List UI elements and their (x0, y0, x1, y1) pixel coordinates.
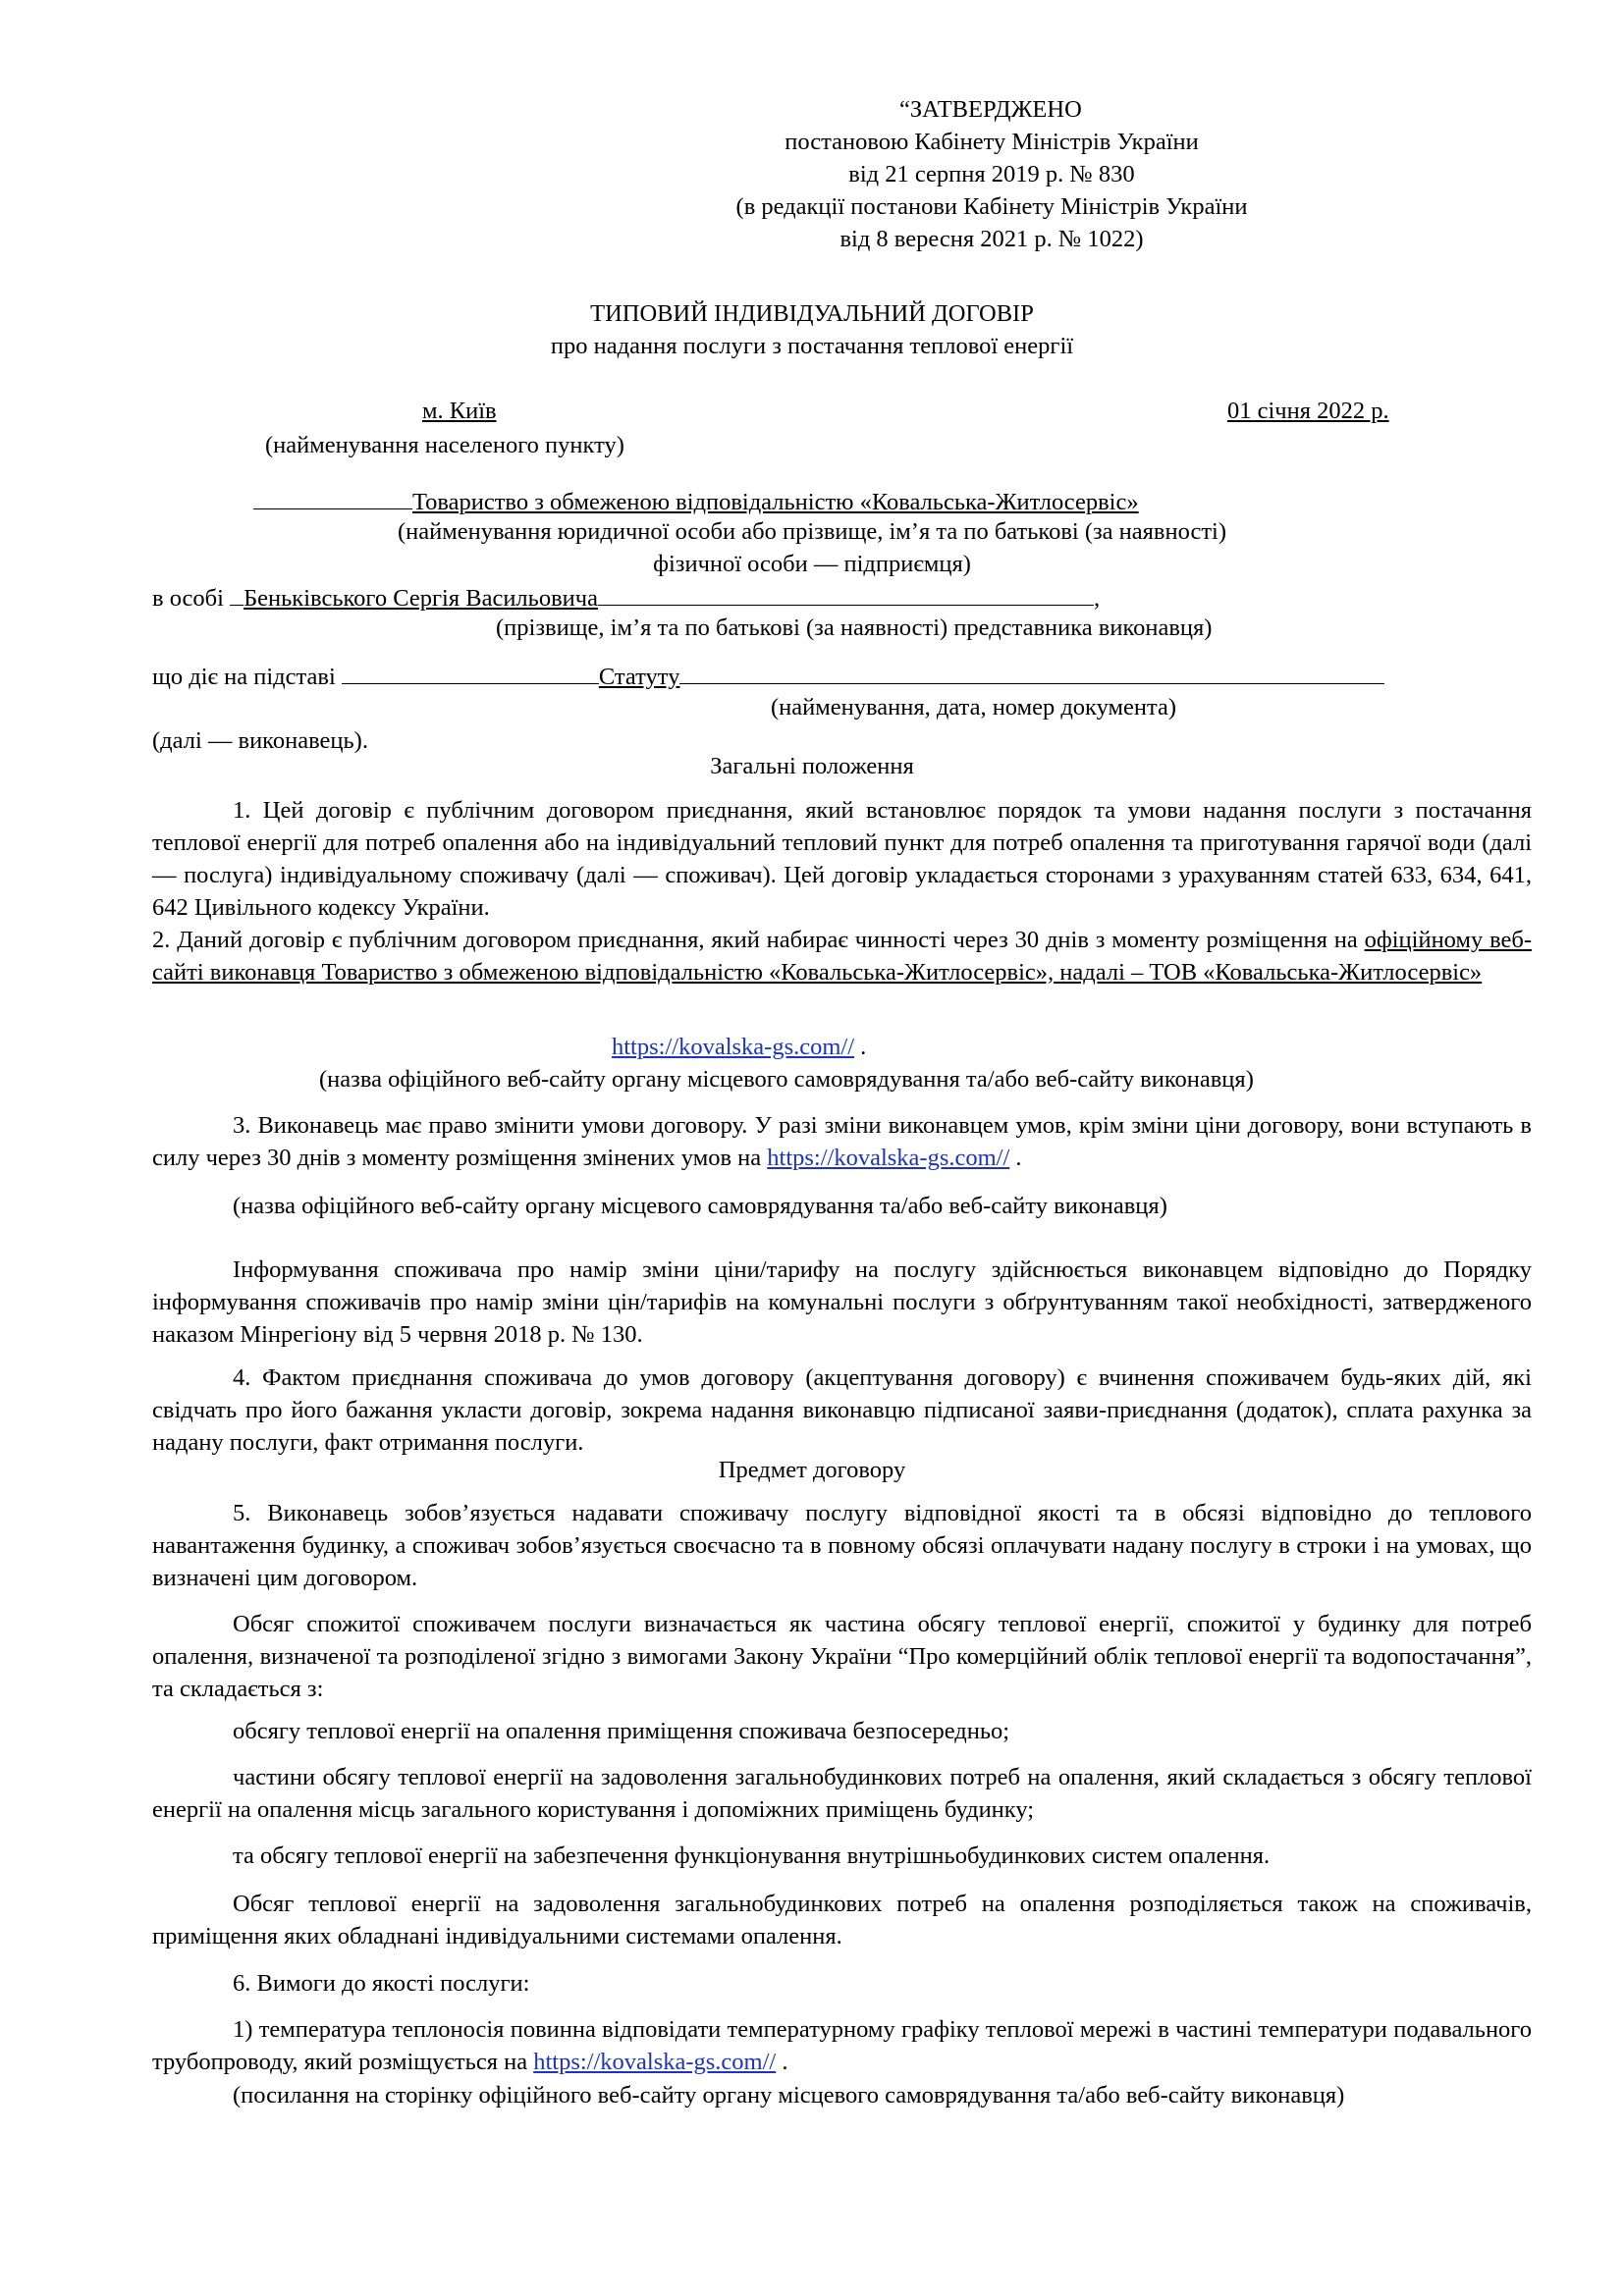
basis-prefix: що діє на підставі (152, 664, 336, 690)
paragraph-3-caption: (назва офіційного веб-сайту органу місцевого самоврядування та/або веб-сайту виконавця) (233, 1193, 1167, 1219)
site-url-link[interactable]: https://kovalska-gs.com// (612, 1034, 855, 1060)
site-caption: (назва офіційного веб-сайту органу місцевого самоврядування та/або веб-сайту виконавця) (319, 1066, 1254, 1093)
representative-prefix: в особі (152, 585, 224, 612)
basis-trailing-rule (679, 658, 1384, 684)
company-name: Товариство з обмеженою відповідальністю «Ковальська-Житлосервіс» (412, 489, 1139, 515)
basis-line (152, 658, 1384, 693)
representative-trailing-rule (598, 579, 1094, 606)
paragraph-3-url-link[interactable]: https://kovalska-gs.com// (767, 1145, 1010, 1171)
representative-leading-rule (230, 579, 244, 606)
representative-caption: (прізвище, ім’я та по батькові (за наявності) представника виконавця) (496, 614, 1213, 641)
paragraph-2-site-name: офіційному веб-сайті виконавця Товариство з обмеженою відповідальністю «Ковальська-Житлосервіс», надалі – ТОВ «Ковальська-Житлосервіс» (152, 927, 1532, 986)
company-leading-rule (253, 483, 412, 509)
approval-revision-date: від 8 вересня 2021 р. № 1022) (839, 226, 1144, 252)
paragraph-6-1-url-link[interactable]: https://kovalska-gs.com// (533, 2049, 777, 2075)
paragraph-1: 1. Цей договір є публічним договором приєднання, який встановлює порядок та умови надання послуги з постачання теплової енергії для потреб опалення або на індивідуальний тепловий пункт для потреб опалення та приготування гарячої води (далі — послуга) індивідуальному споживачу (далі — споживач). Цей договір укладається сторонами з урахуванням статей 633, 634, 641, 642 Цивільного кодексу України. (152, 797, 1532, 921)
city-caption: (найменування населеного пункту) (265, 432, 624, 458)
paragraph-6-1 (152, 2013, 1532, 2078)
paragraph-volume-item-3: та обсягу теплової енергії на забезпечення функціонування внутрішньобудинкових систем опалення. (233, 1842, 1271, 1869)
company-line (253, 483, 1139, 518)
paragraph-6-caption: (посилання на сторінку офіційного веб-сайту органу місцевого самоврядування та/або веб-сайту виконавця) (233, 2082, 1345, 2109)
company-caption-1: (найменування юридичної особи або прізвище, ім’я та по батькові (за наявності) (397, 518, 1227, 545)
paragraph-3 (152, 1109, 1532, 1174)
representative-suffix: , (1093, 585, 1101, 612)
company-caption-2: фізичної особи — підприємця) (653, 551, 971, 577)
representative-name: Беньківського Сергія Васильовича (244, 585, 598, 612)
contract-date: 01 січня 2022 р. (1227, 398, 1389, 424)
executor-note: (далі — виконавець). (152, 727, 368, 754)
document-title: ТИПОВИЙ ІНДИВІДУАЛЬНИЙ ДОГОВІР (590, 300, 1034, 327)
city-value: м. Київ (422, 398, 497, 424)
section-subject: Предмет договору (718, 1457, 906, 1483)
paragraph-6: 6. Вимоги до якості послуги: (233, 1970, 530, 1997)
paragraph-distribution: Обсяг теплової енергії на задоволення загальнобудинкових потреб на опалення розподіляється також на споживачів, приміщення яких обладнані індивідуальними системами опалення. (152, 1891, 1532, 1949)
paragraph-3-text: 3. Виконавець має право змінити умови договору. У разі зміни виконавцем умов, крім зміни ціни договору, вони вступають в силу через 30 днів з моменту розміщення змінених умов на (152, 1112, 1532, 1171)
paragraph-volume-item-2: частини обсягу теплової енергії на задоволення загальнобудинкових потреб на опалення, який складається з обсягу теплової енергії на опалення місць загального користування і допоміжних приміщень будинку; (152, 1764, 1532, 1823)
section-general: Загальні положення (710, 753, 914, 779)
basis-caption: (найменування, дата, номер документа) (771, 694, 1177, 721)
document-subtitle: про надання послуги з постачання теплової енергії (550, 333, 1074, 359)
basis-value: Статуту (598, 664, 680, 690)
paragraph-6-1-text: 1) температура теплоносія повинна відповідати температурному графіку теплової мережі в частині температури подавального трубопроводу, який розміщується на (152, 2016, 1532, 2075)
paragraph-inform: Інформування споживача про намір зміни ціни/тарифу на послугу здійснюється виконавцем відповідно до Порядку інформування споживачів про намір зміни цін/тарифів на комунальні послуги з обґрунтуванням такої необхідності, затвердженого наказом Мінрегіону від 5 червня 2018 р. № 130. (152, 1256, 1532, 1348)
approval-revision: (в редакції постанови Кабінету Міністрів України (735, 193, 1248, 220)
paragraph-3-url-suffix: . (1009, 1145, 1022, 1171)
paragraph-5: 5. Виконавець зобов’язується надавати споживачу послугу відповідної якості та в обсязі відповідно до теплового навантаження будинку, а споживач зобов’язується своєчасно та в повному обсязі оплачувати надану послугу в строки і на умовах, що визначені цим договором. (152, 1500, 1532, 1591)
approval-stamp: “ЗАТВЕРДЖЕНО (899, 96, 1082, 123)
paragraph-6-1-url-suffix: . (776, 2049, 788, 2075)
approval-resolution: постановою Кабінету Міністрів України (785, 129, 1199, 155)
site-url-line (612, 1031, 866, 1063)
approval-date: від 21 серпня 2019 р. № 830 (848, 161, 1135, 187)
paragraph-2 (152, 924, 1532, 988)
paragraph-2-lead: 2. Даний договір є публічним договором приєднання, який набирає чинності через 30 днів з моменту розміщення на (152, 927, 1358, 953)
representative-line (152, 579, 1100, 614)
paragraph-volume-item-1: обсягу теплової енергії на опалення приміщення споживача безпосередньо; (233, 1718, 1010, 1744)
site-url-suffix: . (854, 1034, 867, 1060)
basis-leading-rule (342, 658, 599, 684)
paragraph-volume: Обсяг спожитої споживачем послуги визначається як частина обсягу теплової енергії, спожитої у будинку для потреб опалення, визначеної та розподіленої згідно з вимогами Закону України “Про комерційний облік теплової енергії та водопостачання”, та складається з: (152, 1611, 1532, 1702)
paragraph-4: 4. Фактом приєднання споживача до умов договору (акцептування договору) є вчинення споживачем будь-яких дій, які свідчать про його бажання укласти договір, зокрема надання виконавцю підписаної заяви-приєднання (додаток), сплата рахунка за надану послуги, факт отримання послуги. (152, 1364, 1532, 1456)
